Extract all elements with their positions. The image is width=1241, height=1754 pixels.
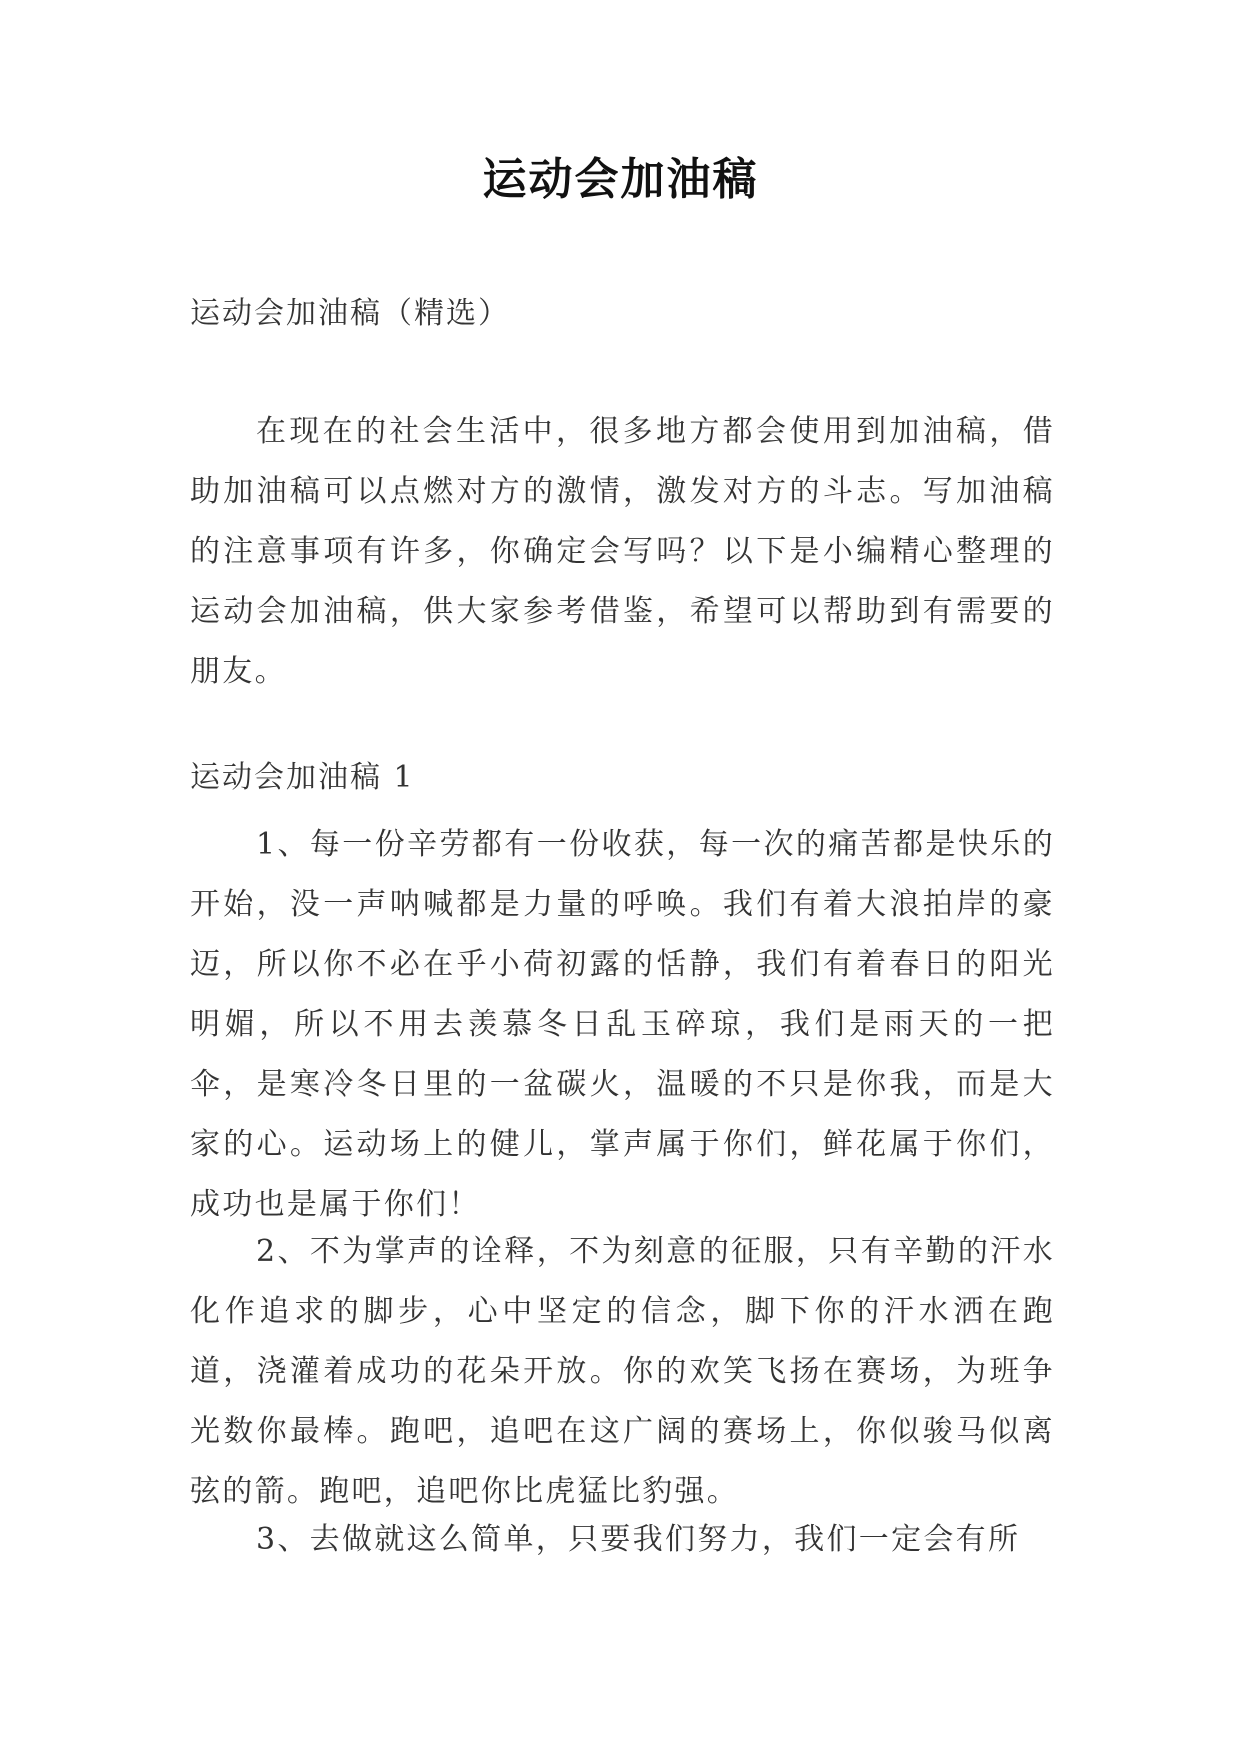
cheer-item-2: 2、不为掌声的诠释，不为刻意的征服，只有辛勤的汗水化作追求的脚步，心中坚定的信念，脚下你的汗水洒在跑道，浇灌着成功的花朵开放。你的欢笑飞扬在赛场，为班争光数你最棒。跑吧，追吧在这广阔的赛场上，你似骏马似离弦的箭。跑吧，追吧你比虎猛比豹强。: [190, 1234, 1055, 1509]
cheer-item-1: 1、每一份辛劳都有一份收获，每一次的痛苦都是快乐的开始，没一声呐喊都是力量的呼唤。我们有着大浪拍岸的豪迈，所以你不必在乎小荷初露的恬静，我们有着春日的阳光明媚，所以不用去羡慕冬日乱玉碎琼，我们是雨天的一把伞，是寒冷冬日里的一盆碳火，温暖的不只是你我，而是大家的心。运动场上的健儿，掌声属于你们，鲜花属于你们，成功也是属于你们！: [190, 827, 1055, 1222]
section-heading: 运动会加油稿 1: [190, 760, 415, 795]
cheer-item-3: 3、去做就这么简单，只要我们努力，我们一定会有所: [256, 1522, 1021, 1557]
document-subtitle: 运动会加油稿（精选）: [190, 296, 510, 331]
intro-paragraph: 在现在的社会生活中，很多地方都会使用到加油稿，借助加油稿可以点燃对方的激情，激发对方的斗志。写加油稿的注意事项有许多，你确定会写吗？以下是小编精心整理的运动会加油稿，供大家参考借鉴，希望可以帮助到有需要的朋友。: [190, 414, 1055, 689]
document-title: 运动会加油稿: [482, 154, 759, 205]
